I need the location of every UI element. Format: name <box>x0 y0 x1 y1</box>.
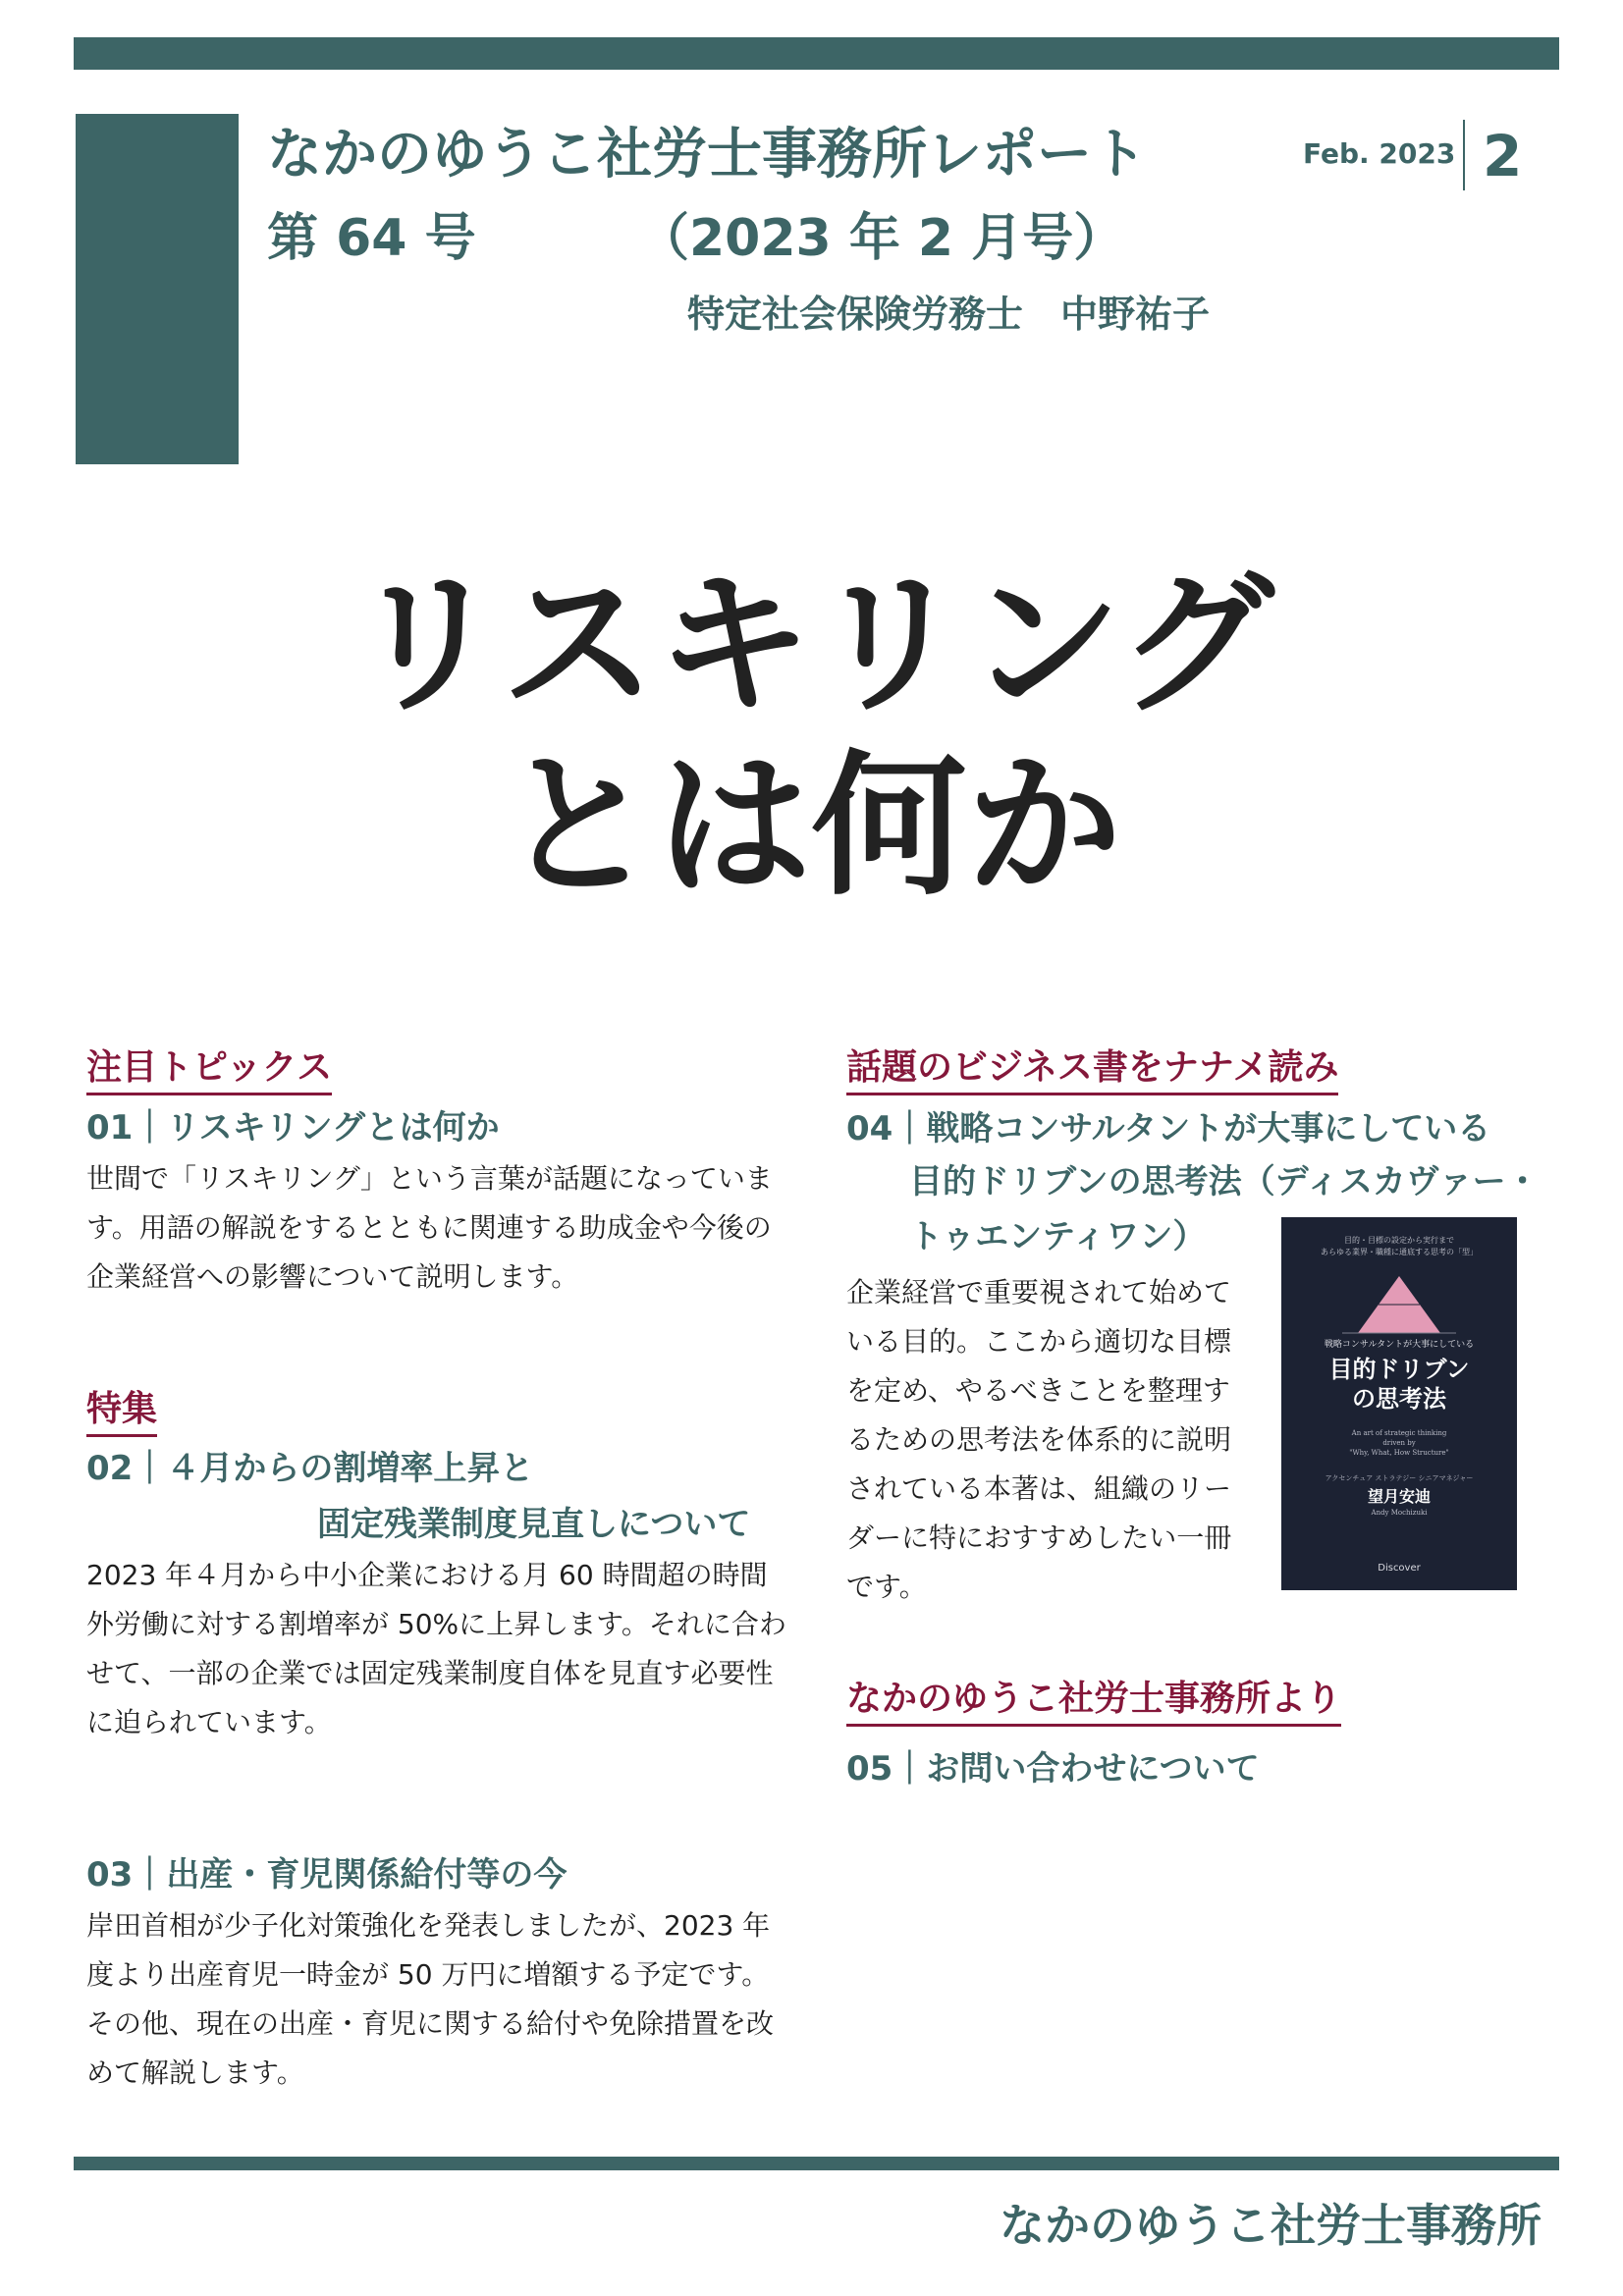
topic-04-line-2: 目的ドリブンの思考法（ディスカヴァー・ <box>909 1162 1540 1201</box>
topic-04-line-3: トゥエンティワン） <box>909 1217 1207 1256</box>
book-subtitle: 戦略コンサルタントが大事にしている <box>1324 1340 1475 1350</box>
book-author-role: アクセンチュア ストラテジー シニアマネジャー <box>1325 1474 1474 1482</box>
book-cover-image <box>1281 1217 1517 1590</box>
bottom-rule <box>74 2157 1559 2170</box>
report-title: なかのゆうこ社労士事務所レポート <box>267 123 1147 187</box>
page-number-divider <box>1463 120 1465 190</box>
book-top-text-1: 目的・目標の設定から実行まで <box>1344 1236 1454 1245</box>
book-author-en: Andy Mochizuki <box>1371 1509 1428 1517</box>
book-title-line-1: 目的ドリブン <box>1328 1356 1470 1383</box>
book-english-1: An art of strategic thinking <box>1351 1429 1447 1437</box>
topic-05: 05｜お問い合わせについて <box>846 1749 1260 1789</box>
section-title-featured-topics: 注目トピックス <box>86 1050 332 1095</box>
headline-line-2: とは何か <box>501 736 1122 917</box>
book-english-2: driven by <box>1382 1439 1416 1447</box>
topic-04-line-1: 04｜戦略コンサルタントが大事にしている <box>846 1109 1491 1148</box>
book-publisher: Discover <box>1378 1563 1421 1574</box>
topic-03: 03｜出産・育児関係給付等の今 <box>86 1855 568 1895</box>
footer-office-name: なかのゆうこ社労士事務所 <box>1000 2199 1542 2252</box>
book-title-line-2: の思考法 <box>1352 1385 1446 1413</box>
issue-month: （2023 年 2 月号） <box>638 209 1125 268</box>
header-color-block <box>76 114 239 464</box>
book-top-text-2: あらゆる業界・職種に通底する思考の「型」 <box>1321 1248 1478 1256</box>
date-label: Feb. 2023 <box>1303 137 1456 170</box>
issue-number: 第 64 号 <box>267 209 476 268</box>
author-name: 特定社会保険労務士 中野祐子 <box>687 293 1211 336</box>
main-headline <box>0 555 1623 918</box>
top-rule <box>74 37 1559 70</box>
topic-01: 01｜リスキリングとは何か <box>86 1108 500 1148</box>
section-title-special-feature: 特集 <box>86 1392 157 1437</box>
book-english-3: "Why, What, How Structure" <box>1349 1449 1449 1457</box>
topic-02-body: 2023 年４月から中小企業における月 60 時間超の時間外労働に対する割増率が 50%に上昇します。それに合わせて、一部の企業では固定残業制度自体を見直す必要性に迫られています。 <box>86 1559 786 1738</box>
page-number: 2 <box>1483 123 1523 189</box>
book-author: 望月安迪 <box>1367 1487 1432 1506</box>
headline-line-1: リスキリング <box>349 555 1274 735</box>
topic-01-body: 世間で「リスキリング」という言葉が話題になっています。用語の解説をするとともに関連する助成金や今後の企業経営への影響について説明します。 <box>86 1162 773 1293</box>
topic-04-body: 企業経営で重要視されて始めている目的。ここから適切な目標を定め、やるべきことを整理するための思考法を体系的に説明されている本著は、組織のリーダーに特におすすめしたい一冊です。 <box>846 1276 1232 1603</box>
topic-02-line-2: 固定残業制度見直しについて <box>317 1505 751 1544</box>
topic-03-body: 岸田首相が少子化対策強化を発表しましたが、2023 年度より出産育児一時金が 50 万円に増額する予定です。その他、現在の出産・育児に関する給付や免除措置を改めて解説します。 <box>86 1909 775 2089</box>
section-title-business-book: 話題のビジネス書をナナメ読み <box>846 1050 1338 1095</box>
book-cover-art <box>1281 1217 1517 1590</box>
section-title-from-office: なかのゆうこ社労士事務所より <box>846 1682 1341 1727</box>
topic-02-line-1: 02｜４月からの割増率上昇と <box>86 1449 534 1488</box>
